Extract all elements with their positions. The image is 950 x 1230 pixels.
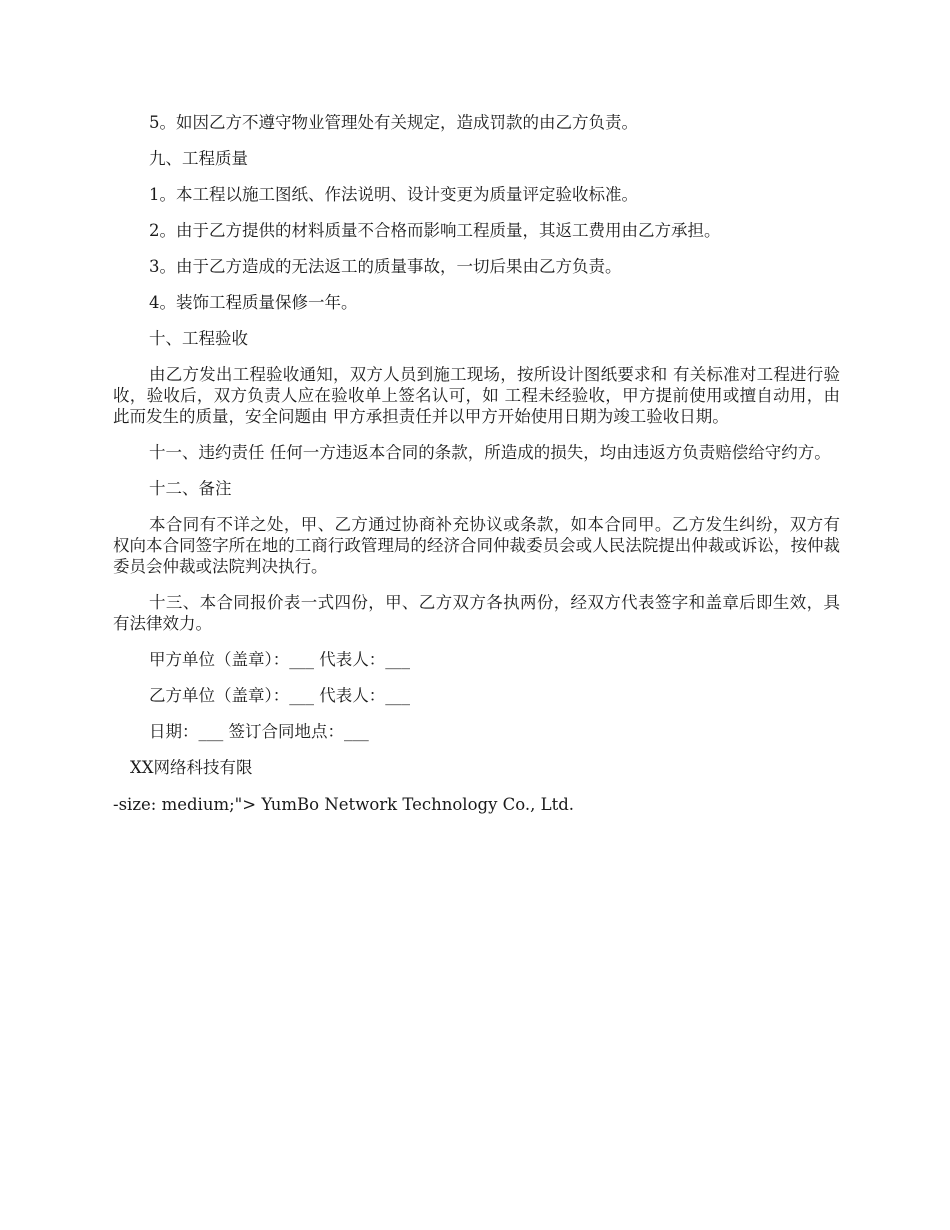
- clause-8-item-5: 5。如因乙方不遵守物业管理处有关规定，造成罚款的由乙方负责。: [149, 113, 638, 132]
- copies-paragraph: 十三、本合同报价表一式四份，甲、乙方双方各执两份，经双方代表签字和盖章后即生效，具有法律效力。: [113, 593, 840, 633]
- company-name-cn: XX网络科技有限: [130, 758, 253, 777]
- section-heading-quality: 九、工程质量: [149, 149, 248, 168]
- acceptance-paragraph: 由乙方发出工程验收通知，双方人员到施工现场，按所设计图纸要求和 有关标准对工程进行验收，验收后，双方负责人应在验收单上签名认可，如 工程未经验收，甲方提前使用或擅自动用，由此而发生的质量，安全问题由 甲方承担责任并以甲方开始使用日期为竣工验收日期。: [113, 365, 840, 426]
- party-b-signature-line: 乙方单位（盖章）：___ 代表人：___: [149, 686, 410, 705]
- clause-9-item-3: 3。由于乙方造成的无法返工的质量事故，一切后果由乙方负责。: [149, 257, 622, 276]
- breach-liability-paragraph: 十一、违约责任 任何一方违返本合同的条款，所造成的损失，均由违返方负责赔偿给守约方。: [149, 443, 831, 462]
- remarks-paragraph: 本合同有不详之处，甲、乙方通过协商补充协议或条款，如本合同甲。乙方发生纠纷，双方有权向本合同签字所在地的工商行政管理局的经济合同仲裁委员会或人民法院提出仲裁或诉讼，按仲裁委员会仲裁或法院判决执行。: [113, 515, 840, 576]
- party-a-signature-line: 甲方单位（盖章）：___ 代表人：___: [149, 650, 410, 669]
- clause-9-item-4: 4。装饰工程质量保修一年。: [149, 293, 358, 312]
- company-name-en: -size: medium;"> YumBo Network Technology Co., Ltd.: [113, 795, 575, 814]
- document-body: [113, 112, 840, 815]
- clause-9-item-2: 2。由于乙方提供的材料质量不合格而影响工程质量，其返工费用由乙方承担。: [149, 221, 721, 240]
- date-place-line: 日期：___ 签订合同地点：___: [149, 722, 369, 741]
- section-heading-acceptance: 十、工程验收: [149, 329, 248, 348]
- clause-9-item-1: 1。本工程以施工图纸、作法说明、设计变更为质量评定验收标准。: [149, 185, 638, 204]
- section-heading-remarks: 十二、备注: [149, 479, 232, 498]
